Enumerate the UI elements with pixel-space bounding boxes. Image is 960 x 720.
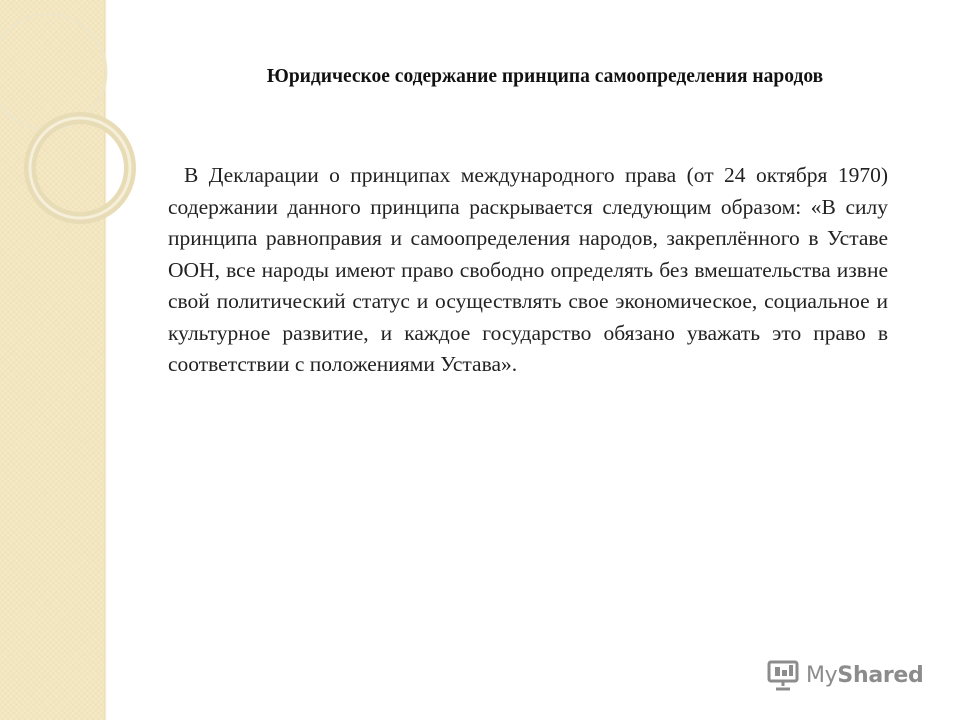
- small-ring-highlight: [30, 118, 130, 218]
- decorative-rings: [0, 0, 160, 320]
- watermark-brand-light: My: [806, 662, 838, 688]
- slide-paragraph: В Декларации о принципах международного права (от 24 октября 1970) содержании данного принципа раскрывается следующим образом: «В силу принципа равноправия и самоопределения народов, закреплённого в Уставе ООН, все народы имеют право свободно определять без вмешательства извне свой политический статус и осуществлять свое экономическое, социальное и культурное развитие, и каждое государство обязано уважать это право в соответствии с положениями Устава».: [168, 163, 888, 376]
- presentation-screen-icon: [766, 658, 800, 692]
- large-ring: [0, 14, 106, 130]
- slide-title: Юридическое содержание принципа самоопределения народов: [266, 66, 824, 87]
- watermark-brand-bold: Shared: [837, 662, 924, 688]
- myshared-watermark: [766, 658, 923, 692]
- watermark-text: [806, 663, 923, 688]
